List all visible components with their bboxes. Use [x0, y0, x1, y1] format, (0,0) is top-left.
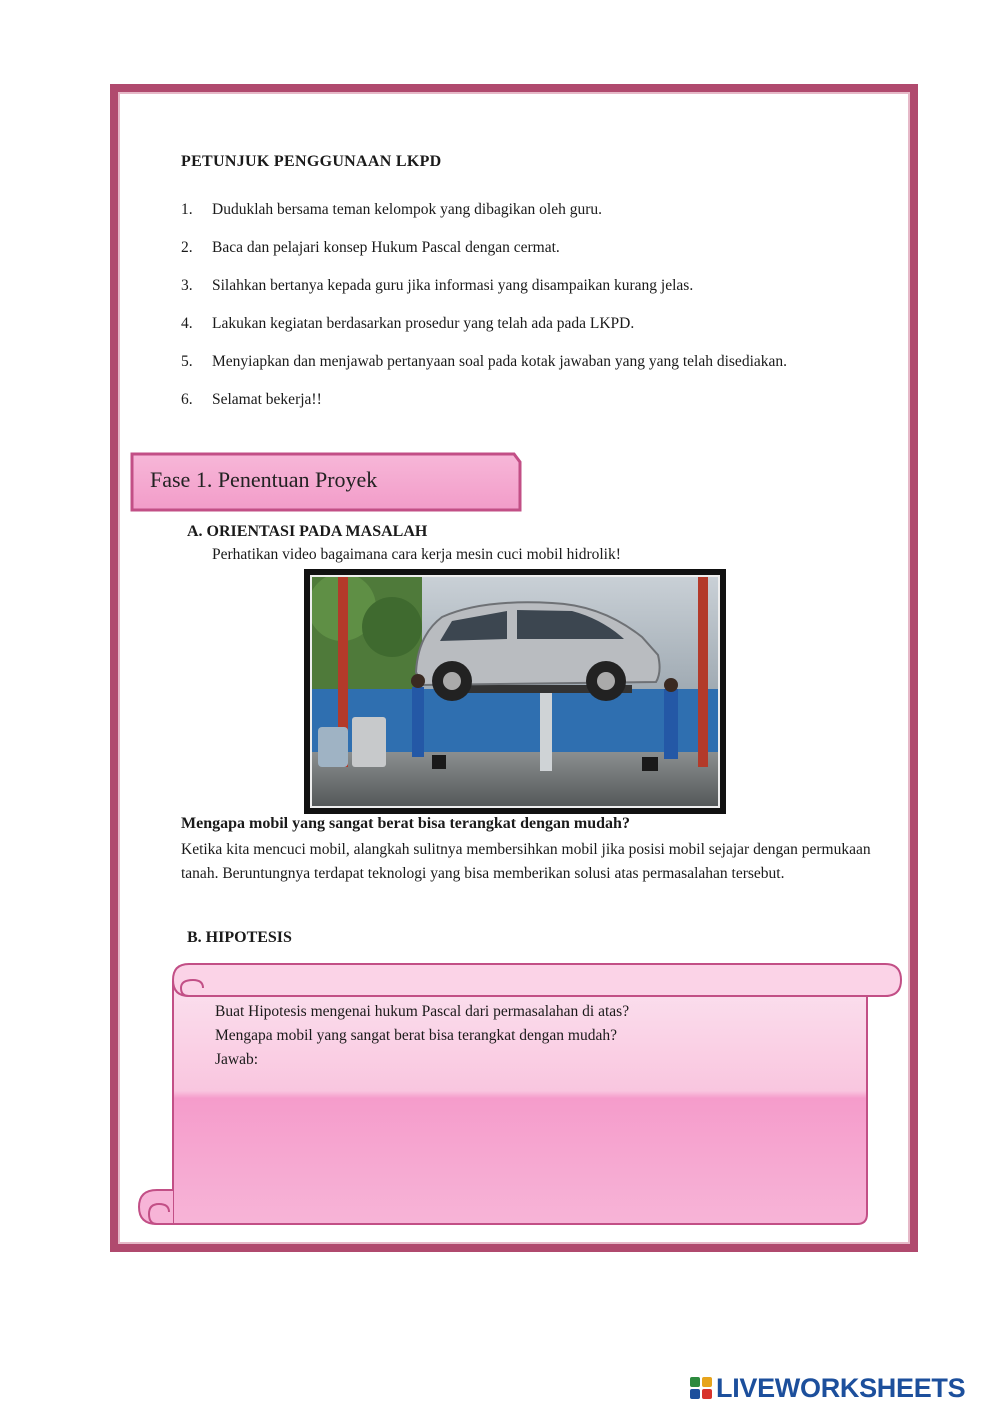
section-a-prompt: Perhatikan video bagaimana cara kerja mesin cuci mobil hidrolik! [212, 546, 621, 563]
list-item: 4. Lakukan kegiatan berdasarkan prosedur yang telah ada pada LKPD. [181, 315, 635, 332]
hypothesis-line-1: Buat Hipotesis mengenai hukum Pascal dari permasalahan di atas? [215, 1003, 630, 1020]
hypothesis-prompt [215, 1000, 629, 1072]
list-item: 6. Selamat bekerja!! [181, 391, 322, 408]
brand-name: LIVEWORKSHEETS [716, 1372, 966, 1403]
list-item: 5. Menyiapkan dan menjawab pertanyaan soal pada kotak jawaban yang yang telah disediakan. [181, 353, 788, 370]
instructions-list [181, 198, 821, 426]
list-item: 2. Baca dan pelajari konsep Hukum Pascal dengan cermat. [181, 239, 560, 256]
hypothesis-answer-box[interactable] [137, 962, 903, 1228]
liveworksheets-logo [690, 1373, 965, 1403]
section-a-question: Mengapa mobil yang sangat berat bisa terangkat dengan mudah? [181, 815, 630, 832]
phase-title: Fase 1. Penentuan Proyek [150, 467, 378, 492]
list-item: 3. Silahkan bertanya kepada guru jika informasi yang disampaikan kurang jelas. [181, 277, 694, 294]
answer-label: Jawab: [215, 1051, 259, 1068]
instructions-title: PETUNJUK PENGGUNAAN LKPD [181, 153, 442, 170]
section-b-heading: B. HIPOTESIS [187, 929, 292, 946]
hypothesis-line-2: Mengapa mobil yang sangat berat bisa terangkat dengan mudah? [215, 1027, 618, 1044]
phase-banner [130, 452, 522, 512]
car-lift-illustration [312, 577, 718, 806]
car-lift-video[interactable] [304, 569, 726, 814]
liveworksheets-grid-icon [690, 1377, 712, 1399]
car-lift-image [310, 575, 720, 808]
list-item: 1. Duduklah bersama teman kelompok yang dibagikan oleh guru. [181, 201, 602, 218]
section-a-heading: A. ORIENTASI PADA MASALAH [187, 523, 428, 540]
section-a-paragraph: Ketika kita mencuci mobil, alangkah sulitnya membersihkan mobil jika posisi mobil sejajar dengan permukaan tanah. Beruntungnya terdapat teknologi yang bisa memberikan solusi atas permasalahan tersebut. [181, 841, 871, 882]
